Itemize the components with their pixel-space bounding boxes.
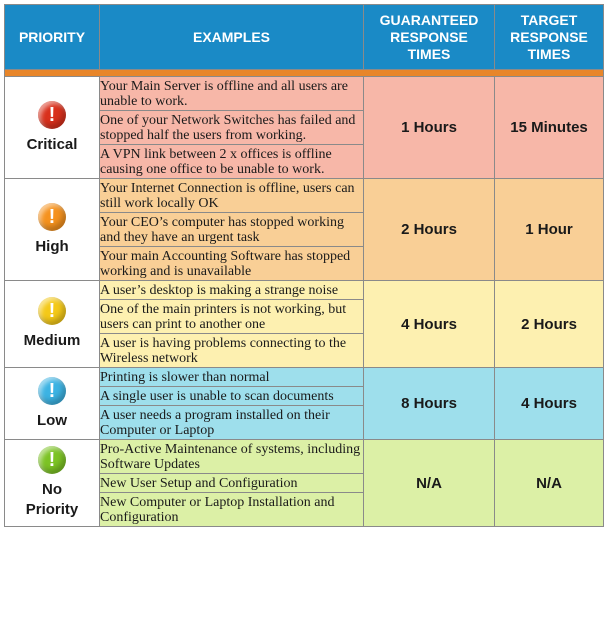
example-cell: One of the main printers is not working, but users can print to another one	[100, 300, 364, 334]
priority-label: Low	[37, 411, 67, 429]
header-priority: PRIORITY	[5, 5, 100, 70]
priority-cell-high	[5, 179, 100, 281]
example-cell: Your CEO’s computer has stopped working and they have an urgent task	[100, 213, 364, 247]
exclamation-icon: !	[38, 297, 66, 325]
priority-cell-low	[5, 368, 100, 440]
priority-cell-no-priority	[5, 440, 100, 527]
priority-label: Critical	[26, 135, 78, 153]
priority-cell-medium	[5, 281, 100, 368]
priority-cell-critical	[5, 77, 100, 179]
target-time-cell: N/A	[495, 440, 604, 527]
example-cell: Your Main Server is offline and all users are unable to work.	[100, 77, 364, 111]
sla-table-container	[4, 4, 603, 621]
example-cell: A VPN link between 2 x offices is offline causing one office to be unable to work.	[100, 145, 364, 179]
priority-label: No Priority	[25, 481, 79, 518]
header-separator	[5, 70, 604, 77]
example-cell: A single user is unable to scan documents	[100, 387, 364, 406]
table-body	[5, 77, 604, 527]
example-cell: Your main Accounting Software has stopped working and is unavailable	[100, 247, 364, 281]
example-cell: Printing is slower than normal	[100, 368, 364, 387]
exclamation-icon: !	[38, 101, 66, 129]
header-examples: EXAMPLES	[100, 5, 364, 70]
example-cell: One of your Network Switches has failed and stopped half the users from working.	[100, 111, 364, 145]
guaranteed-time-cell: 2 Hours	[364, 179, 495, 281]
example-cell: A user’s desktop is making a strange noise	[100, 281, 364, 300]
target-time-cell: 4 Hours	[495, 368, 604, 440]
guaranteed-time-cell: 8 Hours	[364, 368, 495, 440]
orange-separator-bar	[5, 70, 604, 77]
exclamation-icon: !	[38, 446, 66, 474]
example-cell: Pro-Active Maintenance of systems, including Software Updates	[100, 440, 364, 474]
table-row	[5, 368, 604, 387]
table-row	[5, 281, 604, 300]
priority-label: Medium	[23, 332, 81, 349]
header-row	[5, 5, 604, 70]
exclamation-icon: !	[38, 377, 66, 405]
header-target-response-times: TARGET RESPONSE TIMES	[495, 5, 604, 70]
example-cell: Your Internet Connection is offline, users can still work locally OK	[100, 179, 364, 213]
exclamation-icon: !	[38, 203, 66, 231]
table-row	[5, 179, 604, 213]
example-cell: A user is having problems connecting to the Wireless network	[100, 334, 364, 368]
target-time-cell: 1 Hour	[495, 179, 604, 281]
priority-label: High	[35, 237, 69, 255]
guaranteed-time-cell: 4 Hours	[364, 281, 495, 368]
target-time-cell: 15 Minutes	[495, 77, 604, 179]
header-guaranteed-response-times: GUARANTEED RESPONSE TIMES	[364, 5, 495, 70]
example-cell: New User Setup and Configuration	[100, 474, 364, 493]
guaranteed-time-cell: N/A	[364, 440, 495, 527]
example-cell: A user needs a program installed on their Computer or Laptop	[100, 406, 364, 440]
table-row	[5, 77, 604, 111]
table-row	[5, 440, 604, 474]
example-cell: New Computer or Laptop Installation and Configuration	[100, 493, 364, 527]
response-time-table	[4, 4, 604, 527]
guaranteed-time-cell: 1 Hours	[364, 77, 495, 179]
target-time-cell: 2 Hours	[495, 281, 604, 368]
